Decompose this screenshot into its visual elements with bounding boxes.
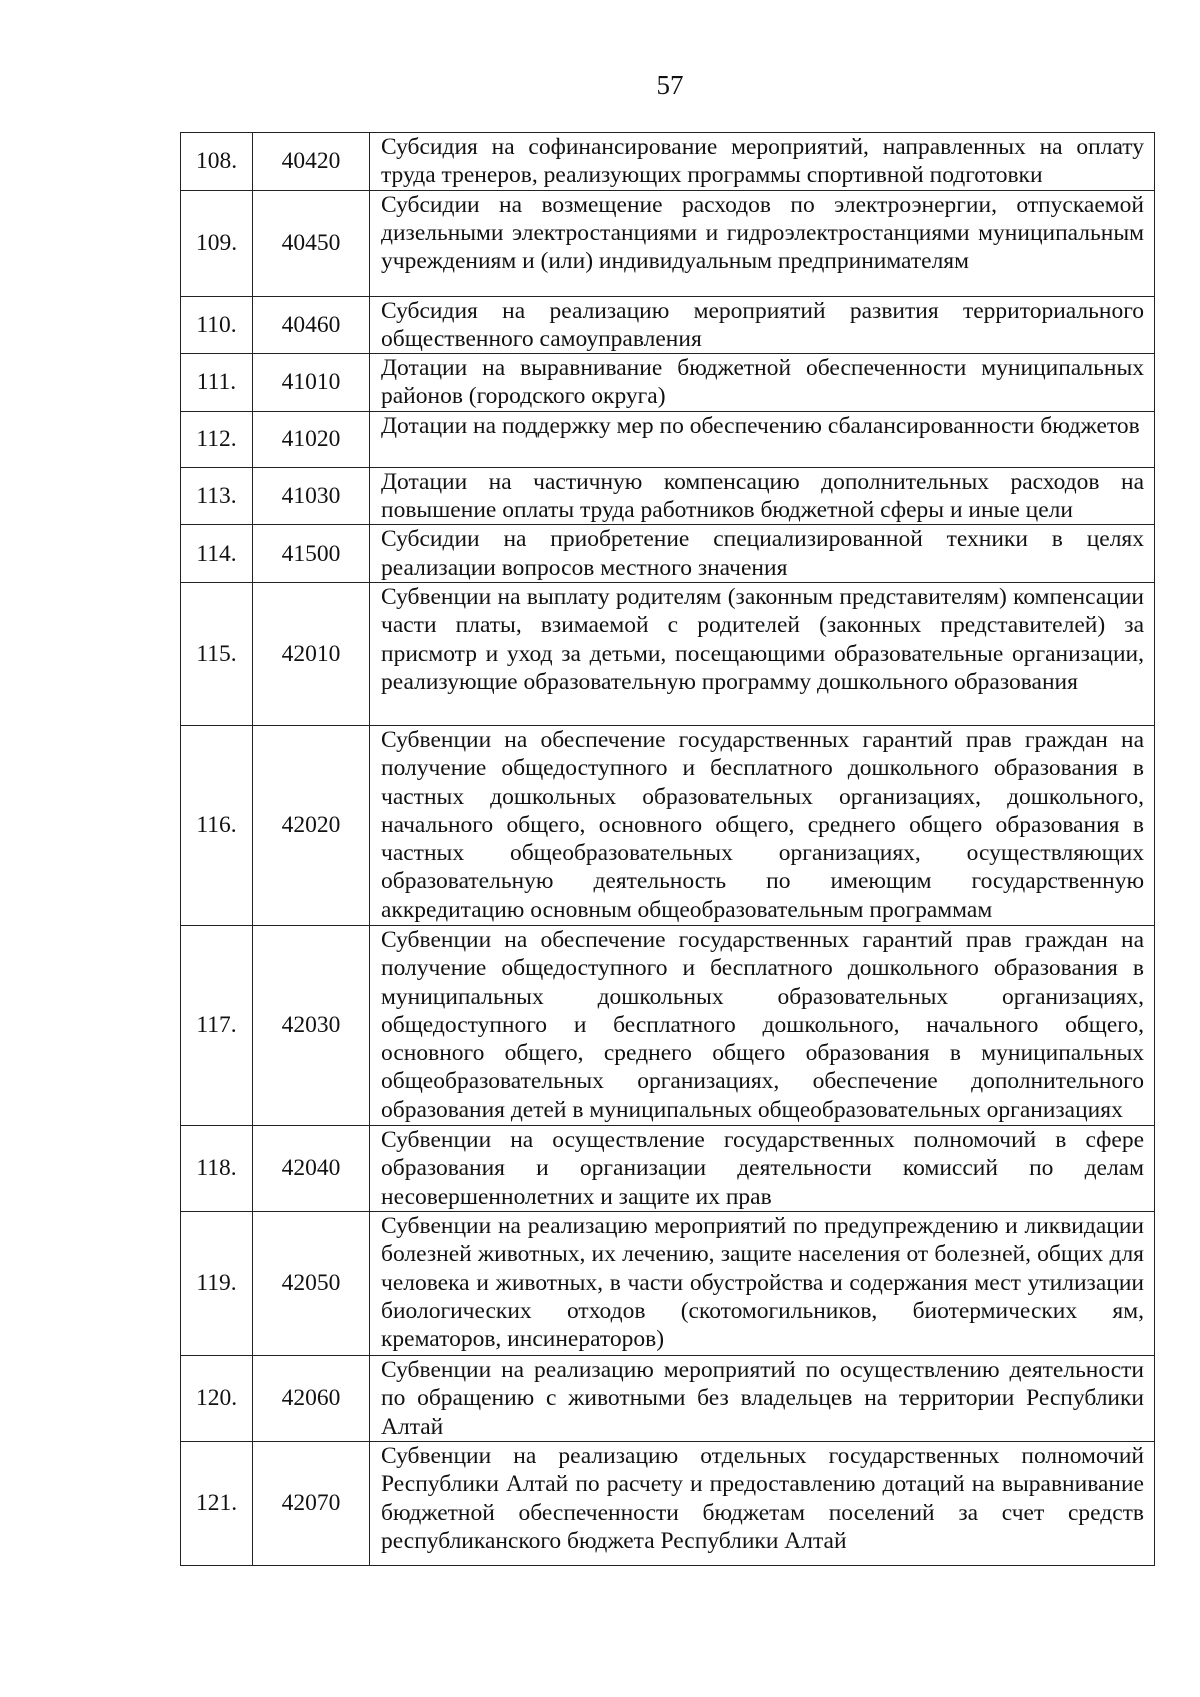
- table-row: [181, 1211, 1155, 1355]
- row-description: Субсидии на возмещение расходов по электроэнергии, отпускаемой дизельными электростанциями и гидроэлектростанциями муниципальным учреждениям и (или) индивидуальным предпринимателям: [370, 190, 1155, 296]
- row-number: 112.: [181, 411, 253, 467]
- table-row: [181, 1355, 1155, 1441]
- row-description: Субвенции на реализацию мероприятий по осуществлению деятельности по обращению с животными без владельцев на территории Республики Алтай: [370, 1355, 1155, 1441]
- row-code: 41010: [253, 354, 370, 412]
- row-number: 116.: [181, 725, 253, 925]
- row-code: 42030: [253, 925, 370, 1125]
- row-code: 42070: [253, 1441, 370, 1565]
- row-code: 41020: [253, 411, 370, 467]
- row-number: 113.: [181, 467, 253, 525]
- table-row: [181, 411, 1155, 467]
- table-row: [181, 354, 1155, 412]
- row-code: 40460: [253, 296, 370, 354]
- table-row: [181, 725, 1155, 925]
- row-description: Субвенции на выплату родителям (законным представителям) компенсации части платы, взимаемой с родителей (законных представителей) за присмотр и уход за детьми, посещающими образовательные организации, реализующие образовательную программу дошкольного образования: [370, 582, 1155, 725]
- row-number: 115.: [181, 582, 253, 725]
- table-row: [181, 582, 1155, 725]
- row-code: 40450: [253, 190, 370, 296]
- row-code: 40420: [253, 133, 370, 191]
- row-number: 109.: [181, 190, 253, 296]
- row-description: Субвенции на реализацию отдельных государственных полномочий Республики Алтай по расчету и предоставлению дотаций на выравнивание бюджетной обеспеченности бюджетам поселений за счет средств республиканского бюджета Республики Алтай: [370, 1441, 1155, 1565]
- table-row: [181, 190, 1155, 296]
- budget-codes-table: [180, 132, 1155, 1566]
- row-description: Субсидии на приобретение специализированной техники в целях реализации вопросов местного значения: [370, 525, 1155, 583]
- table-row: [181, 525, 1155, 583]
- row-code: 42020: [253, 725, 370, 925]
- row-code: 42060: [253, 1355, 370, 1441]
- row-number: 118.: [181, 1125, 253, 1211]
- row-description: Субсидия на софинансирование мероприятий, направленных на оплату труда тренеров, реализующих программы спортивной подготовки: [370, 133, 1155, 191]
- row-number: 119.: [181, 1211, 253, 1355]
- table-row: [181, 467, 1155, 525]
- row-description: Субвенции на осуществление государственных полномочий в сфере образования и организации деятельности комиссий по делам несовершеннолетних и защите их прав: [370, 1125, 1155, 1211]
- row-number: 120.: [181, 1355, 253, 1441]
- row-description: Дотации на поддержку мер по обеспечению сбалансированности бюджетов: [370, 411, 1155, 467]
- row-description: Субсидия на реализацию мероприятий развития территориального общественного самоуправления: [370, 296, 1155, 354]
- row-number: 114.: [181, 525, 253, 583]
- row-description: Дотации на выравнивание бюджетной обеспеченности муниципальных районов (городского округа): [370, 354, 1155, 412]
- page-number: 57: [656, 70, 684, 100]
- table-row: [181, 925, 1155, 1125]
- table-row: [181, 133, 1155, 191]
- row-code: 41030: [253, 467, 370, 525]
- row-description: Субвенции на реализацию мероприятий по предупреждению и ликвидации болезней животных, их лечению, защите населения от болезней, общих для человека и животных, в части обустройства и содержания мест утилизации биологических отходов (скотомогильников, биотермических ям, крематоров, инсинераторов): [370, 1211, 1155, 1355]
- row-description: Дотации на частичную компенсацию дополнительных расходов на повышение оплаты труда работников бюджетной сферы и иные цели: [370, 467, 1155, 525]
- row-code: 41500: [253, 525, 370, 583]
- table-row: [181, 296, 1155, 354]
- row-number: 117.: [181, 925, 253, 1125]
- row-number: 108.: [181, 133, 253, 191]
- row-number: 111.: [181, 354, 253, 412]
- table-row: [181, 1441, 1155, 1565]
- row-code: 42010: [253, 582, 370, 725]
- row-description: Субвенции на обеспечение государственных гарантий прав граждан на получение общедоступного и бесплатного дошкольного образования в муниципальных дошкольных образовательных организациях, общедоступного и бесплатного дошкольного, начального общего, основного общего, среднего общего образования в муниципальных общеобразовательных организациях, обеспечение дополнительного образования детей в муниципальных общеобразовательных организациях: [370, 925, 1155, 1125]
- table-row: [181, 1125, 1155, 1211]
- row-description: Субвенции на обеспечение государственных гарантий прав граждан на получение общедоступного и бесплатного дошкольного образования в частных дошкольных образовательных организациях, дошкольного, начального общего, основного общего, среднего общего образования в частных общеобразовательных организациях, осуществляющих образовательную деятельность по имеющим государственную аккредитацию основным общеобразовательным программам: [370, 725, 1155, 925]
- row-number: 121.: [181, 1441, 253, 1565]
- row-code: 42040: [253, 1125, 370, 1211]
- row-number: 110.: [181, 296, 253, 354]
- row-code: 42050: [253, 1211, 370, 1355]
